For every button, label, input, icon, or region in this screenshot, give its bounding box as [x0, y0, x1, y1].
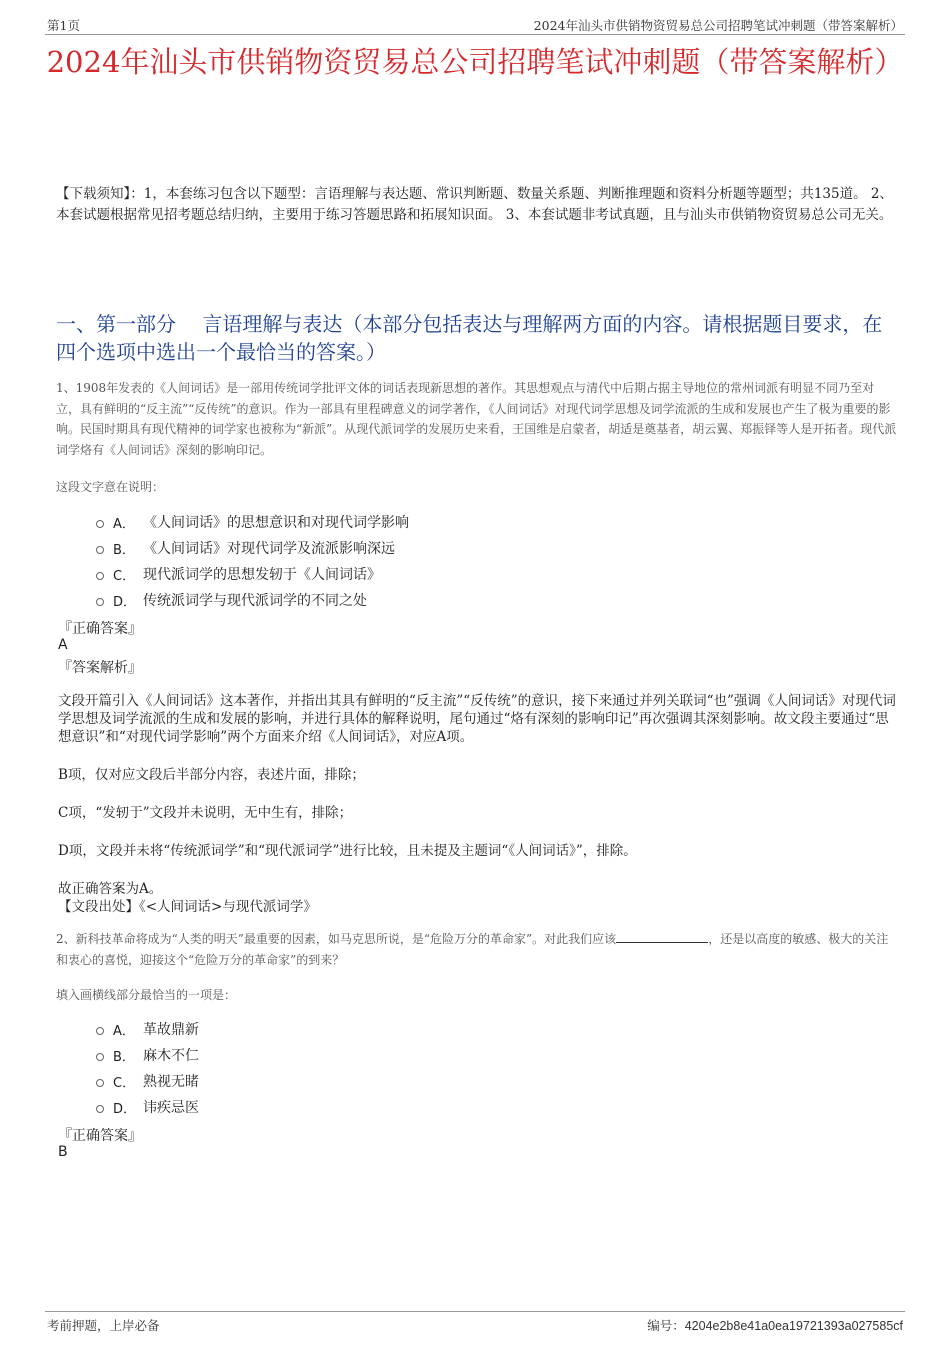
question-1-options [96, 509, 696, 613]
option-b[interactable]: B． 《人间词话》对现代词学及流派影响深远 [96, 535, 696, 561]
correct-answer: B [58, 1144, 68, 1160]
analysis-paragraph: B项，仅对应文段后半部分内容，表述片面，排除； [58, 767, 365, 783]
radio-button[interactable] [96, 1079, 104, 1087]
question-2-options [96, 1016, 696, 1120]
radio-button[interactable] [96, 598, 104, 606]
fill-blank-line [616, 930, 708, 943]
footer-slogan: 考前押题，上岸必备 [47, 1318, 160, 1333]
option-d[interactable]: D． 传统派词学与现代派词学的不同之处 [96, 587, 696, 613]
page-number: 第1页 [47, 18, 80, 33]
option-a[interactable]: A． 《人间词话》的思想意识和对现代词学影响 [96, 509, 696, 535]
analysis-paragraph: 文段开篇引入《人间词话》这本著作，并指出其具有鲜明的“反主流”“反传统”的意识，接下来通过并列关联词“也”强调《人间词话》对现代词学思想及词学流派的生成和发展的影响，并进行具体的解释说明，尾句通过“烙有深刻的影响印记”再次强调其深刻影响。故文段主要通过“思想意识”和“对现代词学影响”两个方面来介绍《人间词话》，对应A项。 [58, 693, 896, 745]
analysis-paragraph: D项，文段并未将“传统派词学”和“现代派词学”进行比较，且未提及主题词“《人间词话》”，排除。 [58, 843, 637, 859]
correct-answer: A [58, 637, 68, 653]
question-1-text: 1、1908年发表的《人间词话》是一部用传统词学批评文体的词话表现新思想的著作。其思想观点与清代中后期占据主导地位的常州词派有明显不同乃至对立，具有鲜明的“反主流”“反传统”的意识。作为一部具有里程碑意义的词学著作，《人间词话》对现代词学思想及词学流派的生成和发展也产生了极为重要的影响。民国时期具有现代精神的词学家也被称为“新派”。从现代派词学的发展历史来看，王国维是启蒙者，胡适是奠基者，胡云翼、郑振铎等人是开拓者。现代派词学烙有《人间词话》深刻的影响印记。 [56, 381, 897, 457]
radio-button[interactable] [96, 1053, 104, 1061]
option-d[interactable]: D． 讳疾忌医 [96, 1094, 696, 1120]
option-a[interactable]: A． 革故鼎新 [96, 1016, 696, 1042]
question-1-prompt: 这段文字意在说明： [56, 480, 165, 494]
radio-button[interactable] [96, 1027, 104, 1035]
question-2-prompt: 填入画横线部分最恰当的一项是： [56, 988, 237, 1002]
correct-answer-label: 『正确答案』 [58, 621, 142, 637]
page-header [45, 14, 905, 35]
page-footer [45, 1311, 905, 1336]
radio-button[interactable] [96, 572, 104, 580]
option-b[interactable]: B． 麻木不仁 [96, 1042, 696, 1068]
option-c[interactable]: C． 现代派词学的思想发轫于《人间词话》 [96, 561, 696, 587]
document-code: 编号：4204e2b8e41a0ea19721393a027585cf [647, 1318, 903, 1333]
answer-analysis [58, 692, 898, 910]
passage-source: 【文段出处】《<人间词话>与现代派词学》 [58, 899, 317, 915]
radio-button[interactable] [96, 546, 104, 554]
analysis-paragraph: C项，“发轫于”文段并未说明，无中生有，排除； [58, 805, 353, 821]
download-notice: 【下载须知】：1，本套练习包含以下题型：言语理解与表达题、常识判断题、数量关系题、判断推理题和资料分析题等题型；共135道。 2、本套试题根据常见招考题总结归纳，主要用于练习答题思路和拓展知识面。 3、本套试题非考试真题，且与汕头市供销物资贸易总公司无关。 [56, 186, 893, 223]
correct-answer-label: 『正确答案』 [58, 1128, 142, 1144]
radio-button[interactable] [96, 520, 104, 528]
section-heading: 一、第一部分 言语理解与表达（本部分包括表达与理解两方面的内容。请根据题目要求，在四个选项中选出一个最恰当的答案。） [56, 312, 883, 364]
radio-button[interactable] [96, 1105, 104, 1113]
document-title: 2024年汕头市供销物资贸易总公司招聘笔试冲刺题（带答案解析） [46, 45, 904, 79]
analysis-paragraph: 故正确答案为A。 [58, 881, 163, 897]
option-c[interactable]: C． 熟视无睹 [96, 1068, 696, 1094]
analysis-label: 『答案解析』 [58, 660, 142, 676]
question-2-text: 2、新科技革命将成为“人类的明天”最重要的因素，如马克思所说，是“危险万分的革命家”。对此我们应该 ，还是以高度的敏感、极大的关注和衷心的喜悦，迎接这个“危险万分的革命家”的到来？ [56, 932, 889, 967]
header-doc-title: 2024年汕头市供销物资贸易总公司招聘笔试冲刺题（带答案解析） [533, 18, 903, 33]
